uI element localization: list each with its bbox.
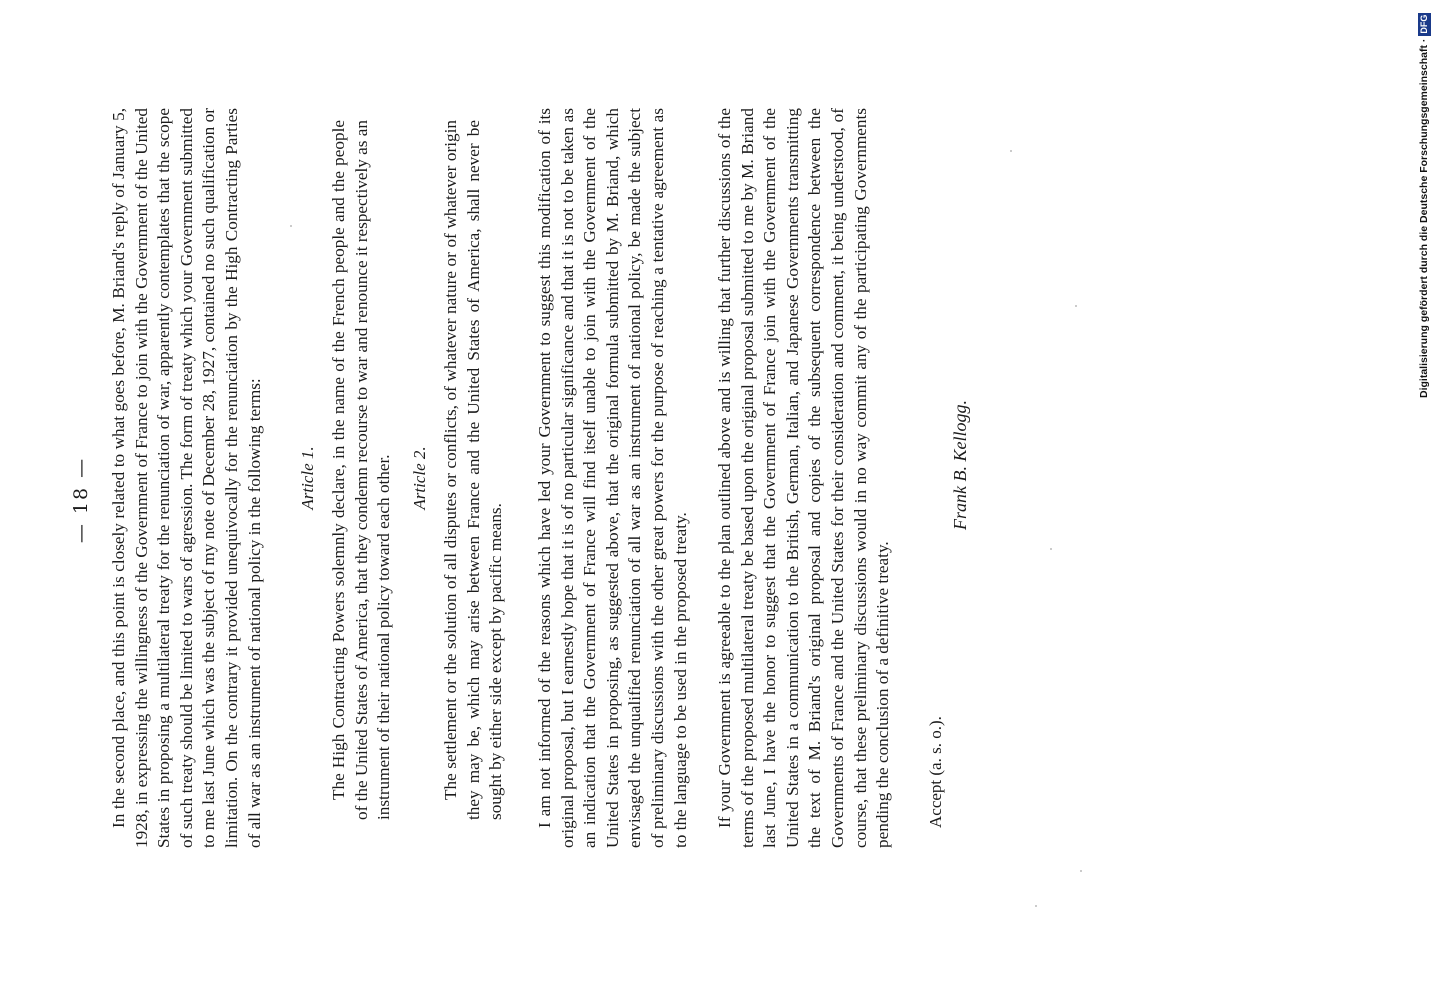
digitization-credit	[1416, 8, 1432, 398]
scan-speck	[290, 225, 292, 227]
paragraph-not-informed: I am not informed of the reasons which have led your Government to suggest this modification of its original proposal, but I earnestly hope that it is of no particular significance and that it is not to be taken as an indication that the Government of France will find itself unable to join with the Government of the United States in proposing, as suggested above, that the original formula submitted by M. Briand, which envisaged the unqualified renunciation of all war as an instrument of national policy, be made the subject of preliminary discussions with the other great powers for the purpose of reaching a tentative agreement as to the language to be used in the proposed treaty.	[535, 108, 690, 848]
scan-speck	[1035, 905, 1037, 907]
scan-speck	[1010, 150, 1012, 152]
article-2-text: The settlement or the solution of all disputes or conflicts, of whatever nature or of whatever origin they may be, which may arise between France and the United States of America, shall never be sought by either side except by pacific means.	[441, 120, 506, 820]
credit-line	[1416, 8, 1432, 398]
scan-speck	[1080, 870, 1082, 872]
scan-speck	[1050, 548, 1052, 550]
dfg-logo-icon: DFG	[1418, 14, 1429, 34]
credit-text: Digitalisierung gefördert durch die Deutsche Forschungsgemeinschaft ·	[1418, 38, 1430, 398]
page-number: — 18 —	[70, 456, 92, 544]
article-1-text: The High Contracting Powers solemnly declare, in the name of the French people and the people of the United States of America, that they condemn recourse to war and renounce it respectively as an instrument of their national policy toward each other.	[329, 120, 394, 820]
paragraph-second-place: In the second place, and this point is closely related to what goes before, M. Briand's reply of January 5, 1928, in expressing the willingness of the Government of France to join with the Government of the United States in proposing a multilateral treaty for the renunciation of war, apparently contemplates that the scope of such treaty should be limited to wars of agression. The form of treaty which your Government submitted to me last June which was the subject of my note of December 28, 1927, contained no such qualification or limitation. On the contrary it provided unequivocally for the renunciation by the High Contracting Parties of all war as an instrument of national policy in the following terms:	[109, 108, 264, 848]
paragraph-if-agreeable: If your Government is agreeable to the plan outlined above and is willing that further discussions of the terms of the proposed multilateral treaty be based upon the original proposal submitted to me by M. Briand last June, I have the honor to suggest that the Government of France join with the Government of the United States in a communication to the British, German, Italian, and Japanese Governments transmitting the text of M. Briand's original proposal and copies of the subsequent correspondence between the Governments of France and the United States for their consideration and comment, it being understood, of course, that these preliminary discussions would in no way commit any of the participating Governments pending the conclusion of a definitive treaty.	[715, 108, 893, 848]
signature: Frank B. Kellogg.	[950, 400, 970, 530]
article-1-title: Article 1.	[298, 446, 317, 510]
scan-speck	[1075, 305, 1077, 307]
closing-accept: Accept (a. s. o.).	[926, 716, 945, 828]
article-2-title: Article 2.	[410, 446, 429, 510]
